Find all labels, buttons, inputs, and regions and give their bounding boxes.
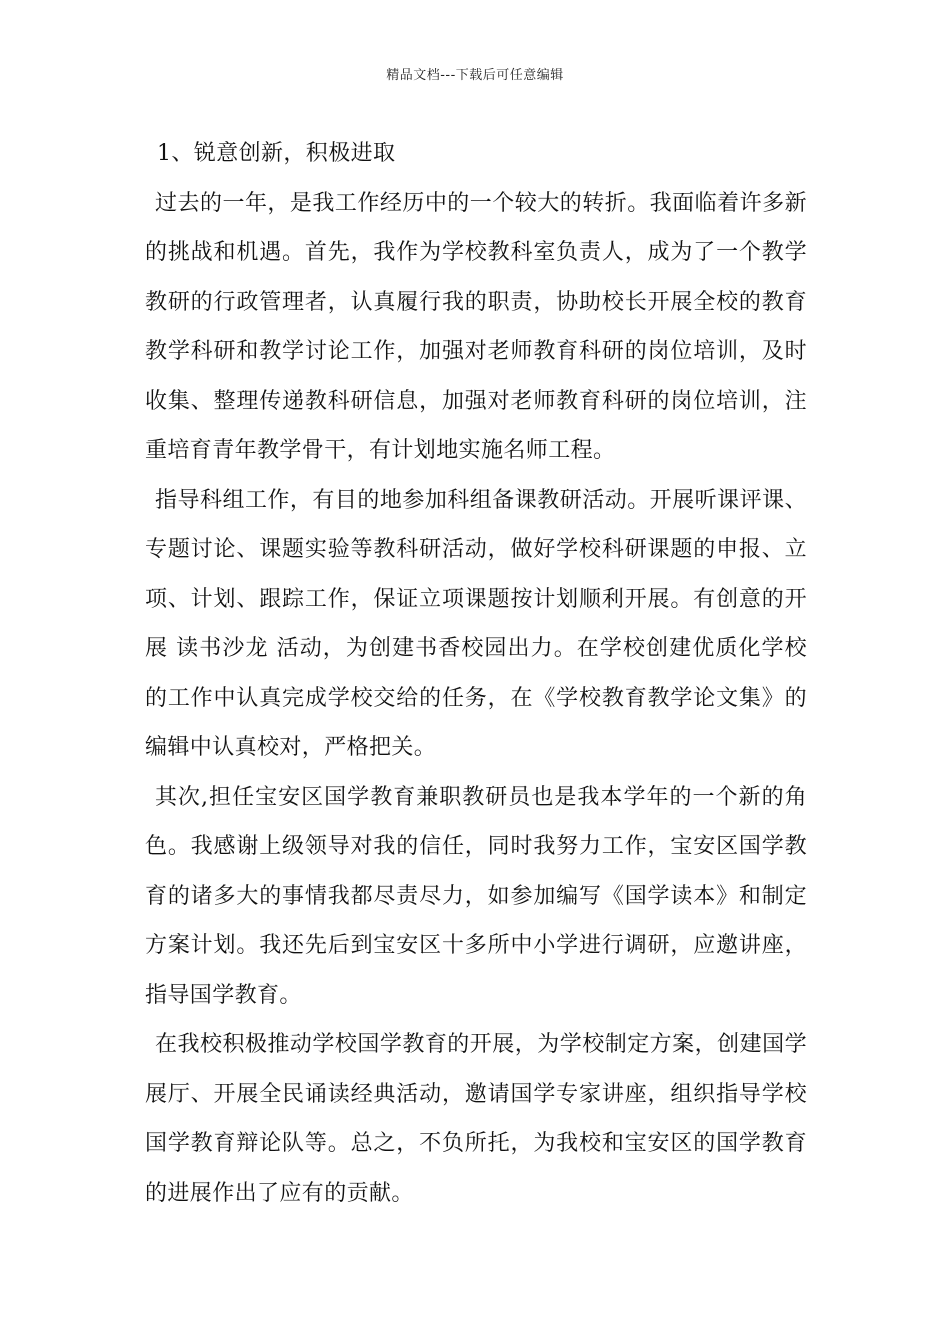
paragraph-1: 过去的一年，是我工作经历中的一个较大的转折。我面临着许多新的挑战和机遇。首先，我作为学校教科室负责人，成为了一个教学教研的行政管理者，认真履行我的职责，协助校长开展全校的教育教学科研和教学讨论工作，加强对老师教育科研的岗位培训，及时收集、整理传递教科研信息，加强对老师教育科研的岗位培训，注重培育青年教学骨干，有计划地实施名师工程。 [145, 190, 807, 463]
document-body [145, 129, 807, 1218]
page-header: 精品文档---下载后可任意编辑 [386, 68, 564, 83]
paragraph-3: 其次,担任宝安区国学教育兼职教研员也是我本学年的一个新的角色。我感谢上级领导对我的信任，同时我努力工作，宝安区国学教育的诸多大的事情我都尽责尽力，如参加编写《国学读本》和制定方案计划。我还先后到宝安区十多所中小学进行调研，应邀讲座，指导国学教育。 [145, 784, 807, 1008]
paragraph-4: 在我校积极推动学校国学教育的开展，为学校制定方案，创建国学展厅、开展全民诵读经典活动，邀请国学专家讲座，组织指导学校国学教育辩论队等。总之，不负所托，为我校和宝安区的国学教育的进展作出了应有的贡献。 [145, 1032, 807, 1206]
paragraph-2: 指导科组工作，有目的地参加科组备课教研活动。开展听课评课、专题讨论、课题实验等教科研活动，做好学校科研课题的申报、立项、计划、跟踪工作，保证立项课题按计划顺利开展。有创意的开展 读书沙龙 活动，为创建书香校园出力。在学校创建优质化学校的工作中认真完成学校交给的任务，在《学校教育教学论文集》的编辑中认真校对，严格把关。 [145, 487, 807, 760]
section-heading: 1、锐意创新，积极进取 [157, 141, 396, 166]
